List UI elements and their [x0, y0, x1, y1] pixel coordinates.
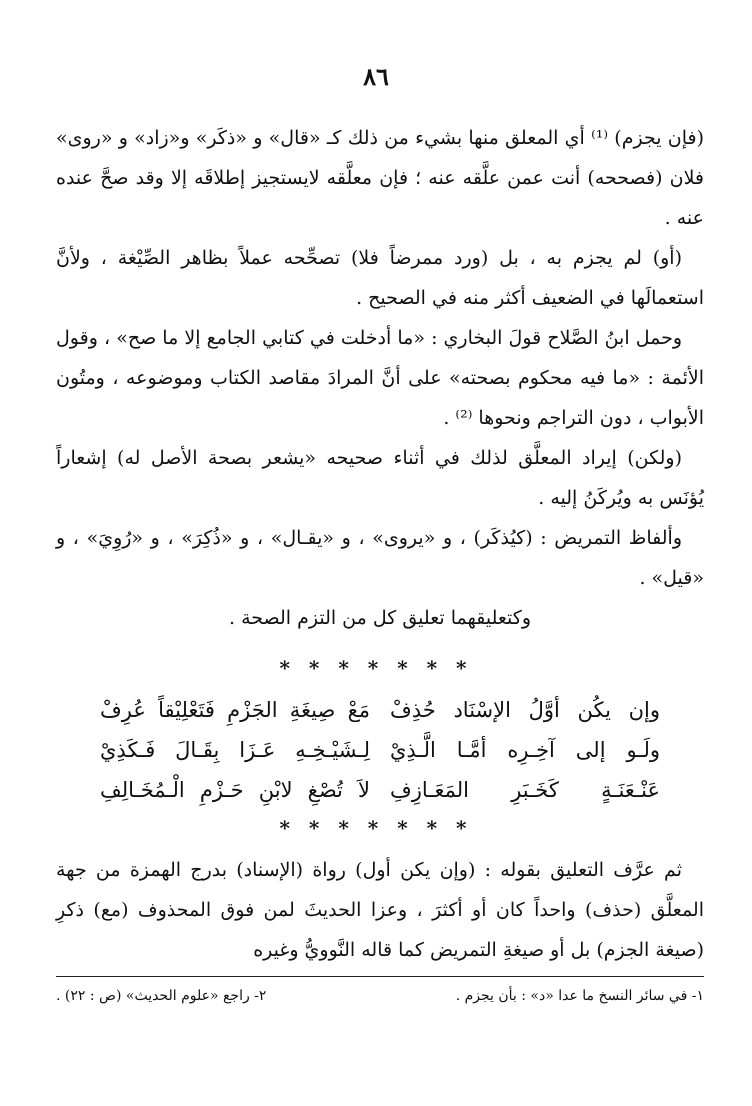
separator-bottom: * * * * * * * — [279, 816, 473, 840]
closing-paragraph: ثم عرَّف التعليق بقوله : (وإن يكن أول) رواة (الإسناد) بدرج الهمزة من جهة المعلَّق (حذف) واحداً كان أو أكثرَ ، وعزا الحديثَ لمن فوق المحذوف (مع) ذكرِ (صيغة الجزم) بل أو صيغةِ التمريض كما قاله النَّوويُّ وغيره — [56, 859, 704, 961]
footnote-2: ٢- راجع «علوم الحديث» (ص : ٢٢) . — [56, 988, 267, 1004]
paragraph-4: (ولكن) إيراد المعلَّق لذلك في أثناء صحيحه «يشعر بصحة الأصل له) إشعاراً يُؤنَس به ويُركَنُ إليه . — [56, 447, 704, 509]
verse-1 — [100, 690, 660, 730]
paragraph-1: (فإن يجزم) ⁽¹⁾ أي المعلق منها بشيء من ذلك كـ «قال» و «ذكَر» و«زاد» و «روى» فلان (فصححه) أنت عمن علَّقه عنه ؛ فإن معلَّقه لايستجيز إطلاقَه إلا وقد صحَّ عنده عنه . — [56, 127, 704, 229]
main-text-block — [56, 118, 704, 638]
verse-1-first-hemistich: وإن يكُن أوَّلُ الإسْنَاد حُذِفْ — [390, 698, 660, 722]
page-number: ٨٦ — [363, 62, 389, 91]
paragraph-5: وألفاظ التمريض : (كيُذكَر) ، و «يروى» ، و «يقـال» ، و «ذُكِرَ» ، و «رُوِيَ» ، و «قيل» . — [56, 527, 704, 589]
verse-2 — [100, 730, 660, 770]
footnotes — [56, 988, 704, 1004]
poem-block — [100, 690, 660, 810]
footnote-1: ١- في سائر النسخ ما عدا «د» : بأن يجزم . — [455, 988, 704, 1004]
verse-3 — [100, 770, 660, 810]
commentary-block — [56, 850, 704, 970]
verse-2-second-hemistich: لِـشَيْـخِـهِ عَـزَا بِقَـالَ فَـكَذِيْ — [100, 738, 370, 762]
paragraph-6: وكتعليقهما تعليق كل من التزم الصحة . — [228, 607, 531, 629]
paragraph-3: وحمل ابنُ الصَّلاح قولَ البخاري : «ما أدخلت في كتابي الجامع إلا ما صح» ، وقول الأئمة : «ما فيه محكوم بصحته» على أنَّ المرادَ مقاصد الكتاب وموضوعه ، ومتُون الأبواب ، دون التراجم ونحوها ⁽²⁾ . — [56, 327, 704, 429]
paragraph-2: (أو) لم يجزم به ، بل (ورد ممرضاً فلا) تصحِّحه عملاً بظاهر الصِّيْغة ، ولأنَّ استعمالَها في الضعيف أكثر منه في الصحيح . — [56, 247, 704, 309]
verse-1-second-hemistich: مَعْ صِيغَةِ الجَزْمِ فَتَعْلِيْقاً عُرِفْ — [100, 698, 370, 722]
separator-top: * * * * * * * — [279, 656, 473, 680]
verse-3-second-hemistich: لاَ تُصْغِ لابْنِ حَـزْمِ الْـمُخَـالِفِ — [100, 778, 370, 802]
verse-3-first-hemistich: عَنْـعَنَـةٍ كَخَـبَرِ المَعَـازِفِ — [390, 778, 660, 802]
footnote-divider — [56, 976, 704, 977]
verse-2-first-hemistich: ولَـو إلى آخِـرِه أمَّـا الَّـذِيْ — [390, 738, 660, 762]
